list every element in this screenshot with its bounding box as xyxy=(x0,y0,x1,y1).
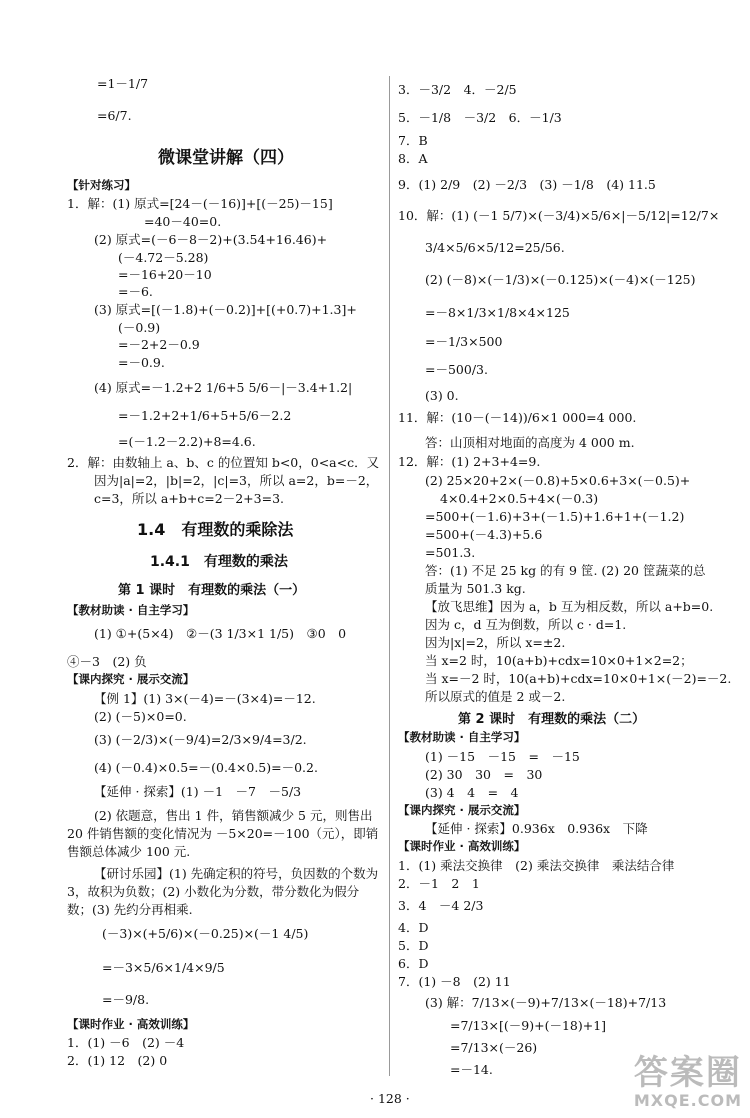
chapter-title: 1.4 有理数的乘除法 xyxy=(137,520,294,539)
text-line: 12．解：(1) 2+3+4=9. xyxy=(398,454,541,469)
text-line: (3) 原式=[(－1.8)+(－0.2)]+[(+0.7)+1.3]+ xyxy=(94,302,357,317)
text-line: 2．(1) 12 (2) 0 xyxy=(67,1053,168,1068)
text-line: 因为 c，d 互为倒数，所以 c · d=1. xyxy=(425,617,627,632)
text-line: ④－3 (2) 负 xyxy=(67,654,147,669)
text-line: 当 x=－2 时，10(a+b)+cdx=10×0+1×(－2)=－2. xyxy=(425,671,732,686)
text-line: 1．(1) －6 (2) －4 xyxy=(67,1035,185,1050)
text-line: =40－40=0. xyxy=(144,214,222,229)
text-line: 【例 1】(1) 3×(－4)=－(3×4)=－12. xyxy=(94,691,316,706)
text-line: 7．B xyxy=(398,133,428,148)
text-line: 答：山顶相对地面的高度为 4 000 m. xyxy=(425,435,635,450)
text-line: 10．解：(1) (－1 5/7)×(－3/4)×5/6×|－5/12|=12/7× xyxy=(398,208,720,223)
watermark-text: 答案圈 xyxy=(633,1053,742,1094)
text-line: 2．－1 2 1 xyxy=(398,876,480,891)
text-line: 1．(1) 乘法交换律 (2) 乘法交换律 乘法结合律 xyxy=(398,858,675,873)
text-line: 【延伸 · 探索】(1) －1 －7 －5/3 xyxy=(94,784,302,799)
text-line: 因为|x|=2，所以 x=±2. xyxy=(425,635,566,650)
text-line: 所以原式的值是 2 或－2. xyxy=(425,689,566,704)
text-line: 数；(3) 先约分再相乘. xyxy=(67,902,193,917)
text-line: =－1.2+2+1/6+5+5/6－2.2 xyxy=(118,408,292,423)
text-line: 1．解：(1) 原式=[24－(－16)]+[(－25)－15] xyxy=(67,196,333,211)
text-line: (3) 4 4 = 4 xyxy=(425,785,519,800)
text-line: 9．(1) 2/9 (2) －2/3 (3) －1/8 (4) 11.5 xyxy=(398,177,656,192)
page-number: · 128 · xyxy=(370,1091,410,1106)
text-line: =－500/3. xyxy=(425,362,488,377)
section-tag: 【针对练习】 xyxy=(67,178,136,192)
text-line: =500+(－4.3)+5.6 xyxy=(425,527,543,542)
text-line: (1) －15 －15 = －15 xyxy=(425,749,580,764)
text-line: (2) (－8)×(－1/3)×(－0.125)×(－4)×(－125) xyxy=(425,272,696,287)
text-line: =－14. xyxy=(450,1062,493,1077)
watermark-logo xyxy=(634,1055,742,1110)
text-line: c=3，所以 a+b+c=2－2+3=3. xyxy=(94,491,285,506)
text-line: 质量为 501.3 kg. xyxy=(425,581,526,596)
text-line: 8．A xyxy=(398,151,428,166)
text-line: (－4.72－5.28) xyxy=(118,250,209,265)
text-line: (2) 依题意，售出 1 件，销售额减少 5 元，则售出 xyxy=(94,808,373,823)
text-line: =(－1.2－2.2)+8=4.6. xyxy=(118,434,256,449)
text-line: 11．解：(10－(－14))/6×1 000=4 000. xyxy=(398,410,637,425)
text-line: (－3)×(+5/6)×(－0.25)×(－1 4/5) xyxy=(102,926,309,941)
lesson-title: 第 1 课时 有理数的乘法（一） xyxy=(118,583,306,598)
text-line: 4．D xyxy=(398,920,429,935)
text-line: (3) 0. xyxy=(425,388,459,403)
text-line: =6/7. xyxy=(97,108,132,123)
section-tag: 【课时作业 · 高效训练】 xyxy=(398,839,526,853)
text-line: (2) 25×20+2×(－0.8)+5×0.6+3×(－0.5)+ xyxy=(425,473,691,488)
text-line: =－16+20－10 xyxy=(118,267,212,282)
text-line: =－0.9. xyxy=(118,355,165,370)
text-line: 5．－1/8 －3/2 6．－1/3 xyxy=(398,110,562,125)
section-tag: 【课内探究 · 展示交流】 xyxy=(398,803,526,817)
text-line: =500+(－1.6)+3+(－1.5)+1.6+1+(－1.2) xyxy=(425,509,685,524)
text-line: =－1/3×500 xyxy=(425,334,503,349)
section-tag: 【教材助读 · 自主学习】 xyxy=(398,730,526,744)
text-line: =1－1/7 xyxy=(97,76,149,91)
section-tag: 【课内探究 · 展示交流】 xyxy=(67,672,195,686)
text-line: =－2+2－0.9 xyxy=(118,337,200,352)
text-line: (3) (－2/3)×(－9/4)=2/3×9/4=3/2. xyxy=(94,732,307,747)
text-line: 4×0.4+2×0.5+4×(－0.3) xyxy=(440,491,599,506)
text-line: 当 x=2 时，10(a+b)+cdx=10×0+1×2=2； xyxy=(425,653,693,668)
text-line: 2．解：由数轴上 a、b、c 的位置知 b<0，0<a<c．又 xyxy=(67,455,380,470)
text-line: (－0.9) xyxy=(118,320,161,335)
text-line: =7/13×(－26) xyxy=(450,1040,538,1055)
text-line: 3．－3/2 4．－2/5 xyxy=(398,82,517,97)
text-line: 6．D xyxy=(398,956,429,971)
text-line: (2) 30 30 = 30 xyxy=(425,767,543,782)
text-line: =－9/8. xyxy=(102,992,150,1007)
text-line: (2) 原式=(－6－8－2)+(3.54+16.46)+ xyxy=(94,232,328,247)
text-line: =501.3. xyxy=(425,545,476,560)
text-line: =7/13×[(－9)+(－18)+1] xyxy=(450,1018,607,1033)
text-line: (2) (－5)×0=0. xyxy=(94,709,187,724)
text-line: (1) ①+(5×4) ②－(3 1/3×1 1/5) ③0 0 xyxy=(94,626,347,641)
text-line: (4) (－0.4)×0.5=－(0.4×0.5)=－0.2. xyxy=(94,760,318,775)
column-divider xyxy=(389,76,390,1076)
text-line: 【放飞思维】因为 a，b 互为相反数，所以 a+b=0. xyxy=(425,599,714,614)
text-line: =－3×5/6×1/4×9/5 xyxy=(102,960,225,975)
text-line: 【研讨乐园】(1) 先确定积的符号，负因数的个数为 xyxy=(94,866,379,881)
text-line: (3) 解：7/13×(－9)+7/13×(－18)+7/13 xyxy=(425,995,667,1010)
text-line: 7．(1) －8 (2) 11 xyxy=(398,974,511,989)
text-line: 3，故积为负数；(2) 小数化为分数，带分数化为假分 xyxy=(67,884,360,899)
text-line: 3．4 －4 2/3 xyxy=(398,898,484,913)
subsection-title: 1.4.1 有理数的乘法 xyxy=(150,554,288,570)
text-line: 答：(1) 不足 25 kg 的有 9 筐. (2) 20 筐蔬菜的总 xyxy=(425,563,706,578)
text-line: =－8×1/3×1/8×4×125 xyxy=(425,305,570,320)
text-line: 售额总体减少 100 元. xyxy=(67,844,191,859)
watermark-url: MXQE.COM xyxy=(633,1091,742,1111)
section-title: 微课堂讲解（四） xyxy=(158,148,294,168)
section-tag: 【课时作业 · 高效训练】 xyxy=(67,1017,195,1031)
text-line: (4) 原式=－1.2+2 1/6+5 5/6－|－3.4+1.2| xyxy=(94,380,353,395)
text-line: =－6. xyxy=(118,284,153,299)
lesson-title: 第 2 课时 有理数的乘法（二） xyxy=(458,712,646,727)
text-line: 【延伸 · 探索】0.936x 0.936x 下降 xyxy=(425,821,648,836)
text-line: 因为|a|=2，|b|=2，|c|=3，所以 a=2，b=－2， xyxy=(94,473,379,488)
section-tag: 【教材助读 · 自主学习】 xyxy=(67,603,195,617)
text-line: 5．D xyxy=(398,938,429,953)
text-line: 3/4×5/6×5/12=25/56. xyxy=(425,240,565,255)
text-line: 20 件销售额的变化情况为 －5×20=－100（元），即销 xyxy=(67,826,379,841)
